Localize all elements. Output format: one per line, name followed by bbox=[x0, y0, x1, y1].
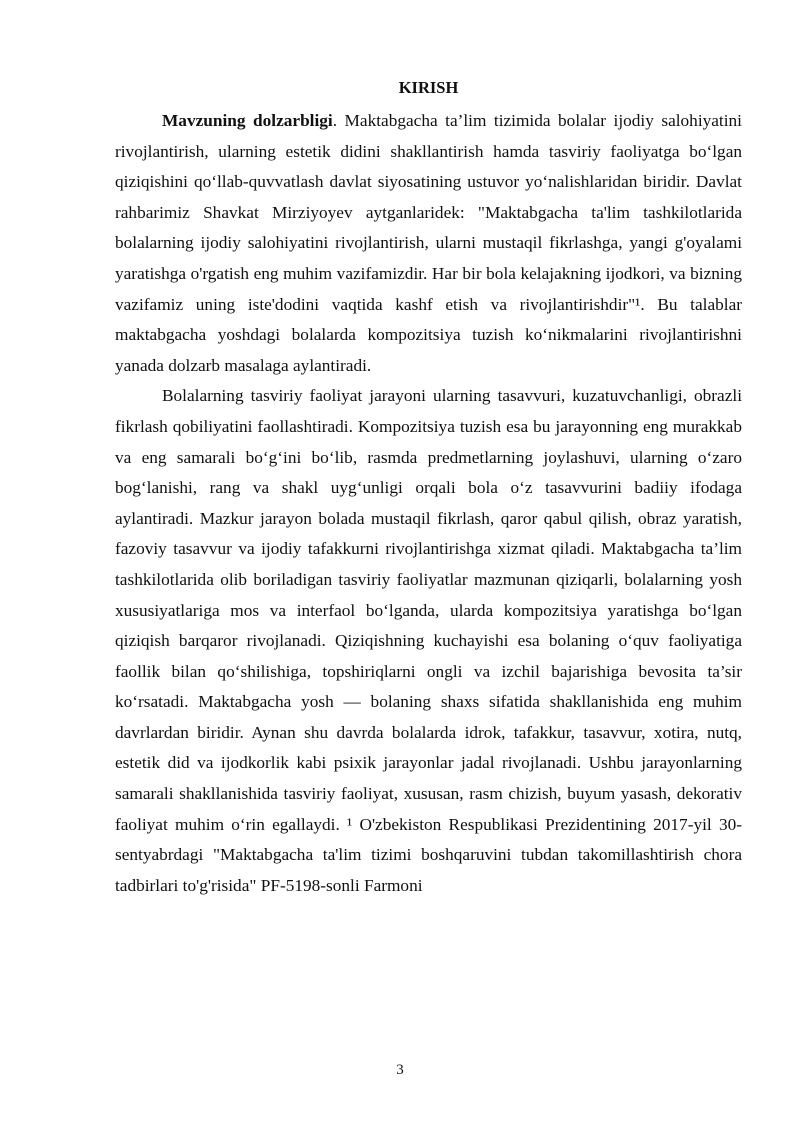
paragraph-body: Bolalarning tasviriy faoliyat jarayoni ularning tasavvuri, kuzatuvchanligi, obrazli fikrlash qobiliyatini faollashtiradi. Kompozitsiya tuzish esa bu jarayonning eng murakkab va eng samarali bo‘g‘ini bo‘lib, rasmda predmetlarning joylashuvi, ularning o‘zaro bog‘lanishi, rang va shakl uyg‘unligi orqali bola o‘z tasavvurini badiiy ifodaga aylantiradi. Mazkur jarayon bolada mustaqil fikrlash, qaror qabul qilish, obraz yaratish, fazoviy tasavvur va ijodiy tafakkurni rivojlantirishga xizmat qiladi. Maktabgacha ta’lim tashkilotlarida olib boriladigan tasviriy faoliyatlar mazmunan qiziqarli, bolalarning yosh xususiyatlariga mos va interfaol bo‘lganda, ularda kompozitsiya yaratishga bo‘lgan qiziqish barqaror rivojlanadi. Qiziqishning kuchayishi esa bolaning o‘quv faoliyatiga faollik bilan qo‘shilishiga, topshiriqlarni ongli va izchil bajarishiga bevosita ta’sir ko‘rsatadi. Maktabgacha yosh — bolaning shaxs sifatida shakllanishida eng muhim davrlardan biridir. Aynan shu davrda bolalarda idrok, tafakkur, tasavvur, xotira, nutq, estetik did va ijodkorlik kabi psixik jarayonlar jadal rivojlanadi. Ushbu jarayonlarning samarali shakllanishida tasviriy faoliyat, xususan, rasm chizish, buyum yasash, dekorativ faoliyat muhim o‘rin egallaydi. ¹ O'zbekiston Respublikasi Prezidentining 2017-yil 30-sentyabrdagi "Maktabgacha ta'lim tizimi boshqaruvini tubdan takomillashtirish chora tadbirlari to'g'risida" PF-5198-sonli Farmoni bbox=[115, 386, 742, 895]
document-page bbox=[115, 74, 742, 901]
section-heading: KIRISH bbox=[398, 78, 459, 97]
paragraph-relevance-text: . Maktabgacha ta’lim tizimida bolalar ijodiy salohiyatini rivojlantirish, ularning estetik didini shakllantirish hamda tasviriy faoliyatga bo‘lgan qiziqishini qo‘llab-quvvatlash davlat siyosatining ustuvor yo‘nalishlaridan biridir. Davlat rahbarimiz Shavkat Mirziyoyev aytganlaridek: "Maktabgacha ta'lim tashkilotlarida bolalarning ijodiy salohiyatini rivojlantirish, ularni mustaqil fikrlashga, yangi g'oyalami yaratishga o'rgatish eng muhim vazifamizdir. Har bir bola kelajakning ijodkori, va bizning vazifamiz uning iste'dodini vaqtida kashf etish va rivojlantirishdir"¹. Bu talablar maktabgacha yoshdagi bolalarda kompozitsiya tuzish ko‘nikmalarini rivojlantirishni yanada dolzarb masalaga aylantiradi. bbox=[115, 111, 742, 375]
page-number: 3 bbox=[396, 1062, 404, 1078]
paragraph-lead-bold: Mavzuning dolzarbligi bbox=[162, 111, 333, 130]
paragraph-relevance bbox=[115, 106, 742, 381]
